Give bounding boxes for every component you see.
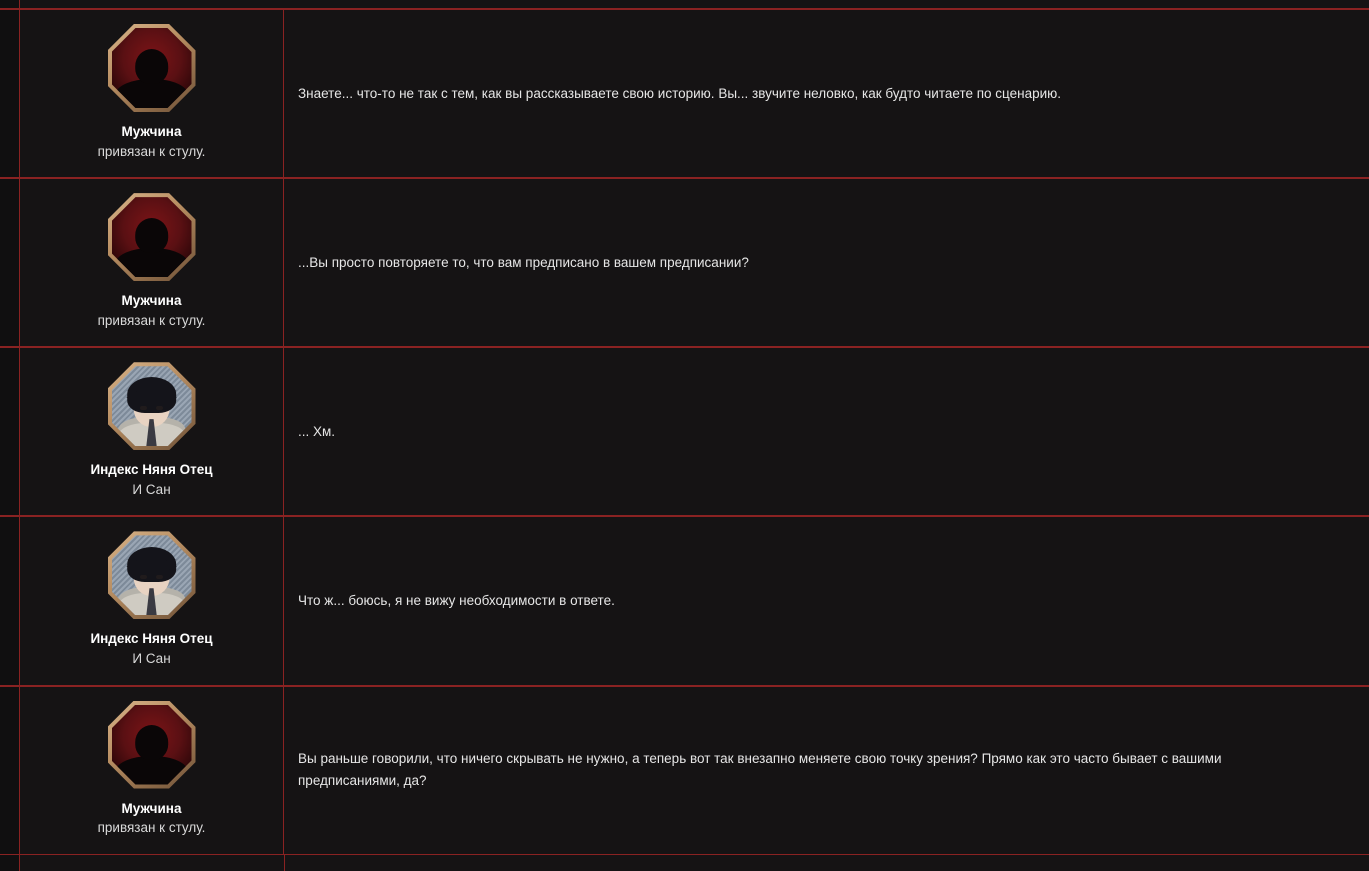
speaker-subtitle: И Сан	[132, 481, 171, 497]
speaker-subtitle: привязан к стулу.	[97, 820, 206, 836]
speaker-name: Мужчина	[121, 124, 182, 139]
portrait-hair	[127, 547, 177, 582]
portrait-eye-right	[156, 406, 163, 410]
dialogue-text: ... Хм.	[298, 423, 336, 439]
speaker-name: Индекс Няня Отец	[90, 462, 213, 478]
silhouette-portrait	[108, 24, 196, 112]
dialogue-text: Что ж... боюсь, я не вижу необходимости в ответе.	[298, 593, 615, 608]
speaker-column	[20, 517, 284, 684]
portrait-image	[112, 197, 192, 277]
portrait-eye-right	[156, 575, 163, 579]
portrait-head	[135, 49, 169, 84]
log-entry[interactable]	[0, 178, 1369, 347]
speaker-column	[20, 10, 284, 177]
dialogue-column	[284, 687, 1369, 854]
log-top-divider	[0, 0, 1369, 9]
boy-portrait	[108, 362, 196, 450]
portrait-head	[135, 218, 169, 253]
portrait-image	[112, 366, 192, 446]
log-entry[interactable]	[0, 9, 1369, 178]
dialogue-text: ...Вы просто повторяете то, что вам предписано в вашем предписании?	[298, 254, 749, 270]
silhouette-portrait	[108, 193, 196, 281]
speaker-name: Мужчина	[121, 800, 182, 816]
portrait-eye-left	[140, 575, 147, 579]
dialogue-column	[284, 517, 1369, 684]
log-entry[interactable]	[0, 686, 1369, 855]
dialogue-text: Вы раньше говорили, что ничего скрывать не нужно, а теперь вот так внезапно меняете свою точку зрения? Прямо как это часто бывает с вашими предписаниями, да?	[298, 751, 1222, 789]
log-entry[interactable]	[0, 347, 1369, 516]
dialogue-text: Знаете... что-то не так с тем, как вы рассказываете свою историю. Вы... звучите неловко, как будто читаете по сценарию.	[298, 85, 1062, 101]
portrait-hair	[127, 377, 177, 412]
log-bottom-partial-entry	[0, 855, 1369, 871]
dialogue-column	[284, 10, 1369, 177]
log-entry[interactable]	[0, 516, 1369, 685]
portrait-image	[112, 28, 192, 108]
portrait-eye-left	[140, 406, 147, 410]
speaker-subtitle: привязан к стулу.	[97, 312, 206, 328]
speaker-name: Индекс Няня Отец	[90, 631, 213, 647]
speaker-column	[20, 179, 284, 346]
dialogue-column	[284, 348, 1369, 515]
dialogue-log[interactable]	[0, 9, 1369, 855]
portrait-image	[112, 705, 192, 785]
portrait-image	[112, 535, 192, 615]
speaker-subtitle: привязан к стулу.	[97, 143, 206, 159]
speaker-subtitle: И Сан	[132, 650, 171, 666]
speaker-name: Мужчина	[121, 293, 182, 309]
boy-portrait	[108, 531, 196, 619]
portrait-head	[135, 725, 169, 760]
speaker-column	[20, 687, 284, 854]
speaker-column	[20, 348, 284, 515]
dialogue-column	[284, 179, 1369, 346]
silhouette-portrait	[108, 701, 196, 789]
